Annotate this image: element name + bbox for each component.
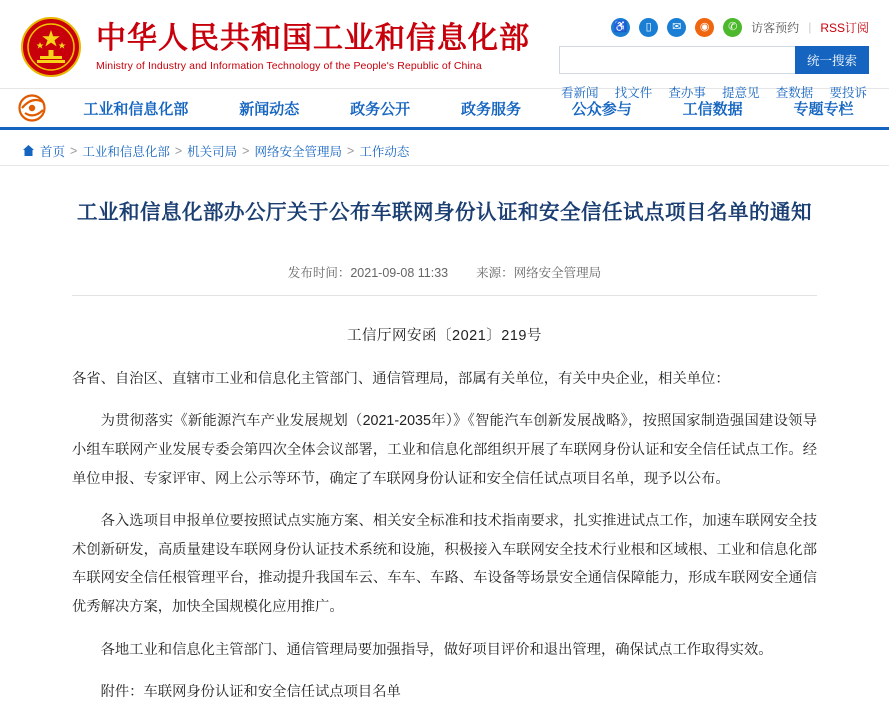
publish-time-label: 发布时间： [287,265,351,280]
source-label: 来源： [476,265,514,280]
breadcrumb-item-work-updates[interactable]: 工作动态 [359,144,410,159]
breadcrumb-separator: > [242,143,250,158]
nav-item-services[interactable]: 政务服务 [460,100,521,118]
page-title: 工业和信息化部办公厅关于公布车联网身份认证和安全信任试点项目名单的通知 [77,202,812,224]
top-separator: | [808,20,812,34]
nav-item-public[interactable]: 公众参与 [571,100,632,118]
breadcrumb-item-miit[interactable]: 工业和信息化部 [82,144,170,159]
quick-link-services[interactable]: 查办事 [668,86,706,100]
source-value: 网络安全管理局 [513,265,602,280]
quick-links [559,83,869,101]
search-button[interactable]: 统一搜索 [795,46,869,74]
visitor-appointment-link[interactable]: 访客预约 [751,20,800,35]
search-bar [559,46,869,74]
header-right [559,10,869,101]
nav-item-news[interactable]: 新闻动态 [239,100,300,118]
national-emblem [20,16,82,78]
article-meta [72,263,817,281]
quick-link-complaint[interactable]: 要投诉 [829,86,867,100]
site-header [0,0,889,100]
mail-icon[interactable]: ✉ [667,18,686,37]
rss-link[interactable]: RSS订阅 [820,20,869,35]
publish-time-value: 2021-09-08 11:33 [350,265,449,280]
article-body [0,198,889,707]
accessibility-icon[interactable]: ♿ [611,18,630,37]
wechat-icon[interactable]: ✆ [723,18,742,37]
breadcrumb-item-departments[interactable]: 机关司局 [187,144,238,159]
mobile-icon[interactable]: ▯ [639,18,658,37]
article-attachment-line: 附件：车联网身份认证和安全信任试点项目名单 [100,684,401,701]
weibo-icon[interactable]: ◉ [695,18,714,37]
quick-link-data[interactable]: 查数据 [775,86,814,100]
site-title-block [96,22,530,72]
top-icon-bar [559,16,869,38]
nav-item-openness[interactable]: 政务公开 [350,100,411,118]
home-icon [22,144,35,157]
article-paragraph-3: 各地工业和信息化主管部门、通信管理局要加强指导，做好项目评价和退出管理，确保试点工作取得实效。 [100,641,773,658]
meta-divider [72,295,817,296]
miit-logo-icon [16,93,50,123]
nav-item-miit[interactable]: 工业和信息化部 [83,100,189,118]
article-paragraph-2: 各入选项目申报单位要按照试点实施方案、相关安全标准和技术指南要求，扎实推进试点工作，加速车联网安全技术创新研发，高质量建设车联网身份认证技术系统和设施，积极接入车联网安全技术行业根和区域根、工业和信息化部车联网安全信任根管理平台，推动提升我国车云、车车、车路、车设备等场景安全通信保障能力，形成车联网安全通信优秀解决方案，加快全国规模化应用推广。 [72,513,817,615]
breadcrumb-separator: > [174,143,183,158]
quick-link-documents[interactable]: 找文件 [614,86,653,100]
breadcrumb-item-cybersecurity-bureau[interactable]: 网络安全管理局 [254,144,342,159]
nav-item-data[interactable]: 工信数据 [682,100,743,118]
quick-link-news[interactable]: 看新闻 [561,86,599,100]
breadcrumb [0,136,889,166]
search-input[interactable] [559,46,795,74]
article-paragraph-salutation: 各省、自治区、直辖市工业和信息化主管部门、通信管理局，部属有关单位，有关中央企业，相关单位： [72,370,730,387]
site-title-en: Ministry of Industry and Information Technology of the People's Republic of China [96,60,482,72]
article-paragraph-1: 为贯彻落实《新能源汽车产业发展规划（2021-2035年）》《智能汽车创新发展战略》，按照国家制造强国建设领导小组车联网产业发展专委会第四次全体会议部署，工业和信息化部组织开展了车联网身份认证和安全信任试点工作。经单位申报、专家评审、网上公示等环节，确定了车联网身份认证和安全信任试点项目名单，现予以公布。 [72,413,817,487]
quick-link-feedback[interactable]: 提意见 [722,86,760,100]
breadcrumb-separator: > [70,143,78,158]
nav-item-topics[interactable]: 专题专栏 [793,100,854,118]
site-title-cn: 中华人民共和国工业和信息化部 [96,22,530,55]
document-number: 工信厅网安函〔2021〕219号 [347,327,542,344]
breadcrumb-item-home[interactable]: 首页 [40,144,66,159]
breadcrumb-separator: > [347,143,355,158]
